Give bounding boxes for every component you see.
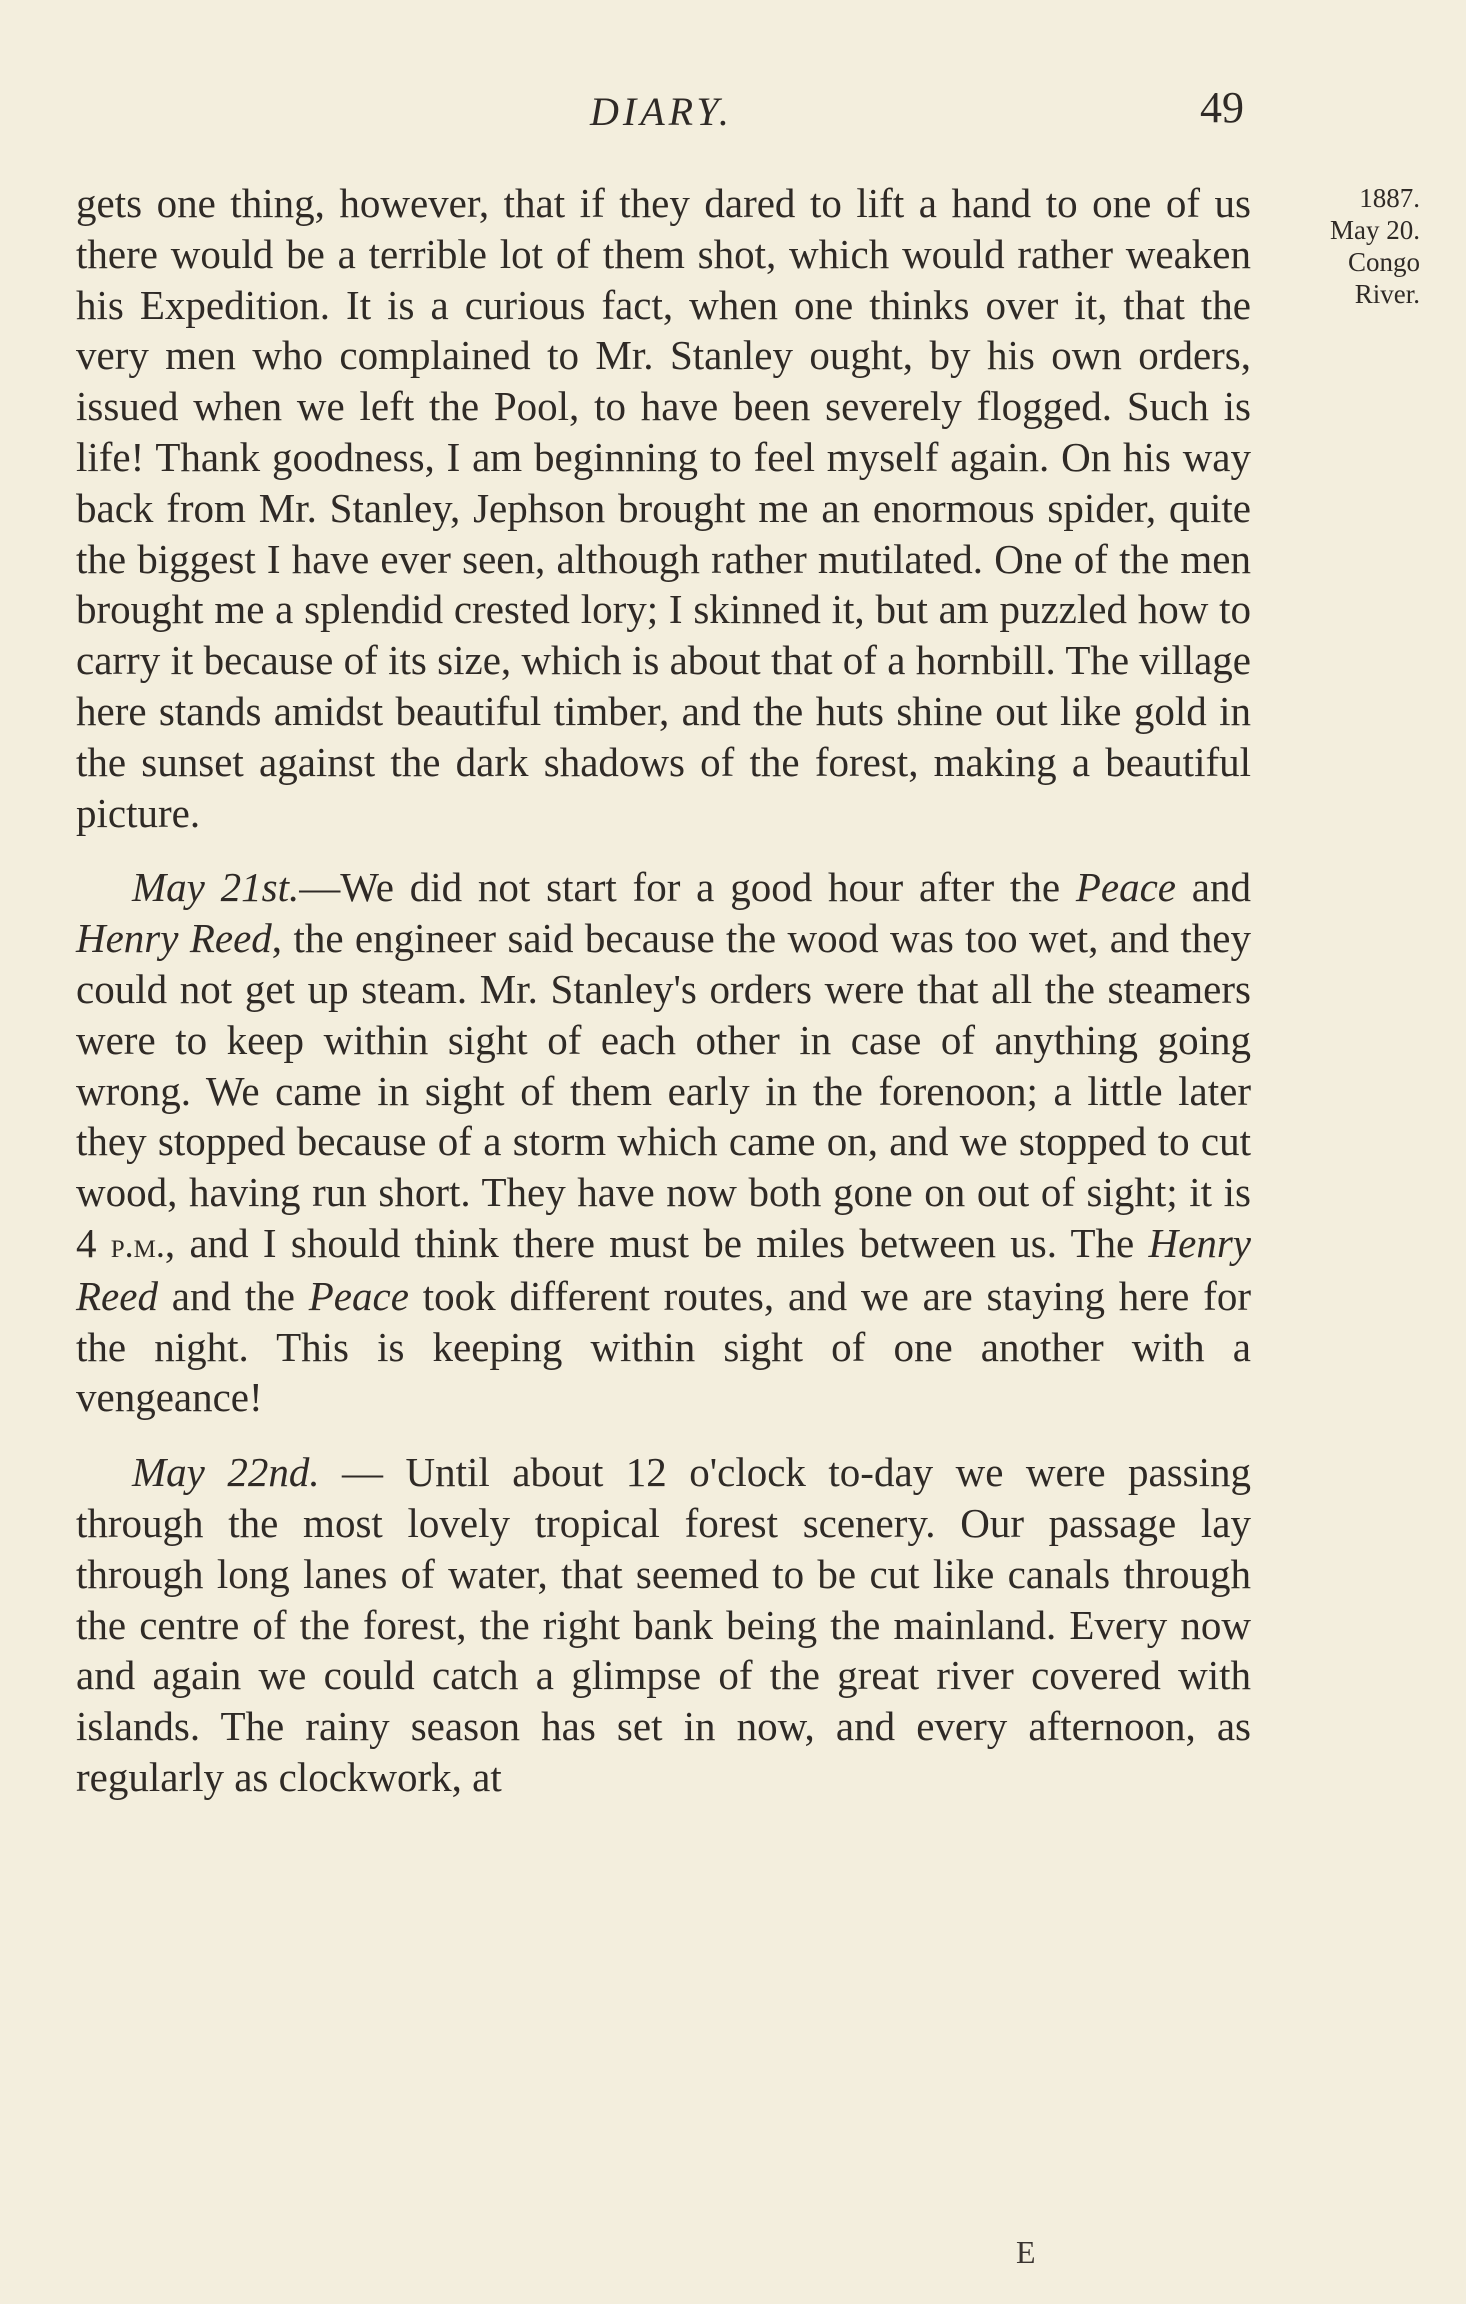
paragraph-1: gets one thing, however, that if they dared to lift a hand to one of us there would be a terrible lot of them shot, which would rather weaken his Expedition. It is a curious fact, when one thinks over it, that the very men who complained to Mr. Stanley ought, by his own orders, issued when we left the Pool, to have been severely flogged. Such is life! Thank goodness, I am beginning to feel myself again. On his way back from Mr. Stanley, Jephson brought me an enormous spider, quite the biggest I have ever seen, although rather mutilated. One of the men brought me a splendid crested lory; I skinned it, but am puzzled how to carry it because of its size, which is about that of a hornbill. The village here stands amidst beautiful timber, and the huts shine out like gold in the sunset against the dark shadows of the forest, making a beautiful picture.: [76, 180, 1251, 836]
paragraph-3: [76, 1447, 1251, 1803]
paragraph-text: and the: [157, 1272, 309, 1319]
paragraph-text: , the engineer said because the wood was too wet, and they could not get up steam. Mr. Stanley's orders were that all the steamers were to keep within sight of each other in case of anything going wrong. We came in sight of them early in the forenoon; a little later they stopped because of a storm which came on, and we stopped to cut wood, having run short. They have now both gone on out of sight; it is 4: [76, 915, 1251, 1266]
time-marker: p.m.: [110, 1224, 165, 1265]
margin-note-year: 1887.: [1359, 183, 1420, 213]
margin-note-place-1: Congo: [1347, 247, 1420, 277]
paragraph-text: took different routes, and we are staying here for the night. This is keeping within sight of one another with a vengeance!: [76, 1272, 1251, 1421]
date-heading: May 22nd.: [132, 1449, 320, 1496]
page-header: [0, 82, 1466, 142]
paragraph-text: —We did not start for a good hour after the: [299, 864, 1076, 911]
signature-mark: E: [1016, 2234, 1036, 2270]
ship-name: Peace: [308, 1272, 409, 1319]
ship-name: Henry Reed: [76, 915, 272, 962]
page-number: 49: [1200, 83, 1244, 132]
ship-name: Peace: [1075, 864, 1176, 911]
running-head: DIARY.: [590, 89, 733, 134]
body-text: [76, 178, 1251, 1803]
margin-note: [1290, 182, 1420, 310]
paragraph-2: [76, 862, 1251, 1423]
ship-name: Henry Reed: [76, 1219, 1251, 1319]
paragraph-text: — Until about 12 o'clock to-day we were passing through the most lovely tropical forest scenery. Our passage lay through long lanes of water, that seemed to be cut like canals through the centre of the forest, the right bank being the mainland. Every now and again we could catch a glimpse of the great river covered with islands. The rainy season has set in now, and every afternoon, as regularly as clockwork, at: [76, 1449, 1251, 1800]
margin-note-place-2: River.: [1354, 279, 1420, 309]
margin-note-date: May 20.: [1330, 215, 1420, 245]
paragraph-text: , and I should think there must be miles between us. The: [164, 1219, 1149, 1266]
date-heading: May 21st.: [132, 864, 300, 911]
paragraph-text: and: [1175, 864, 1252, 911]
